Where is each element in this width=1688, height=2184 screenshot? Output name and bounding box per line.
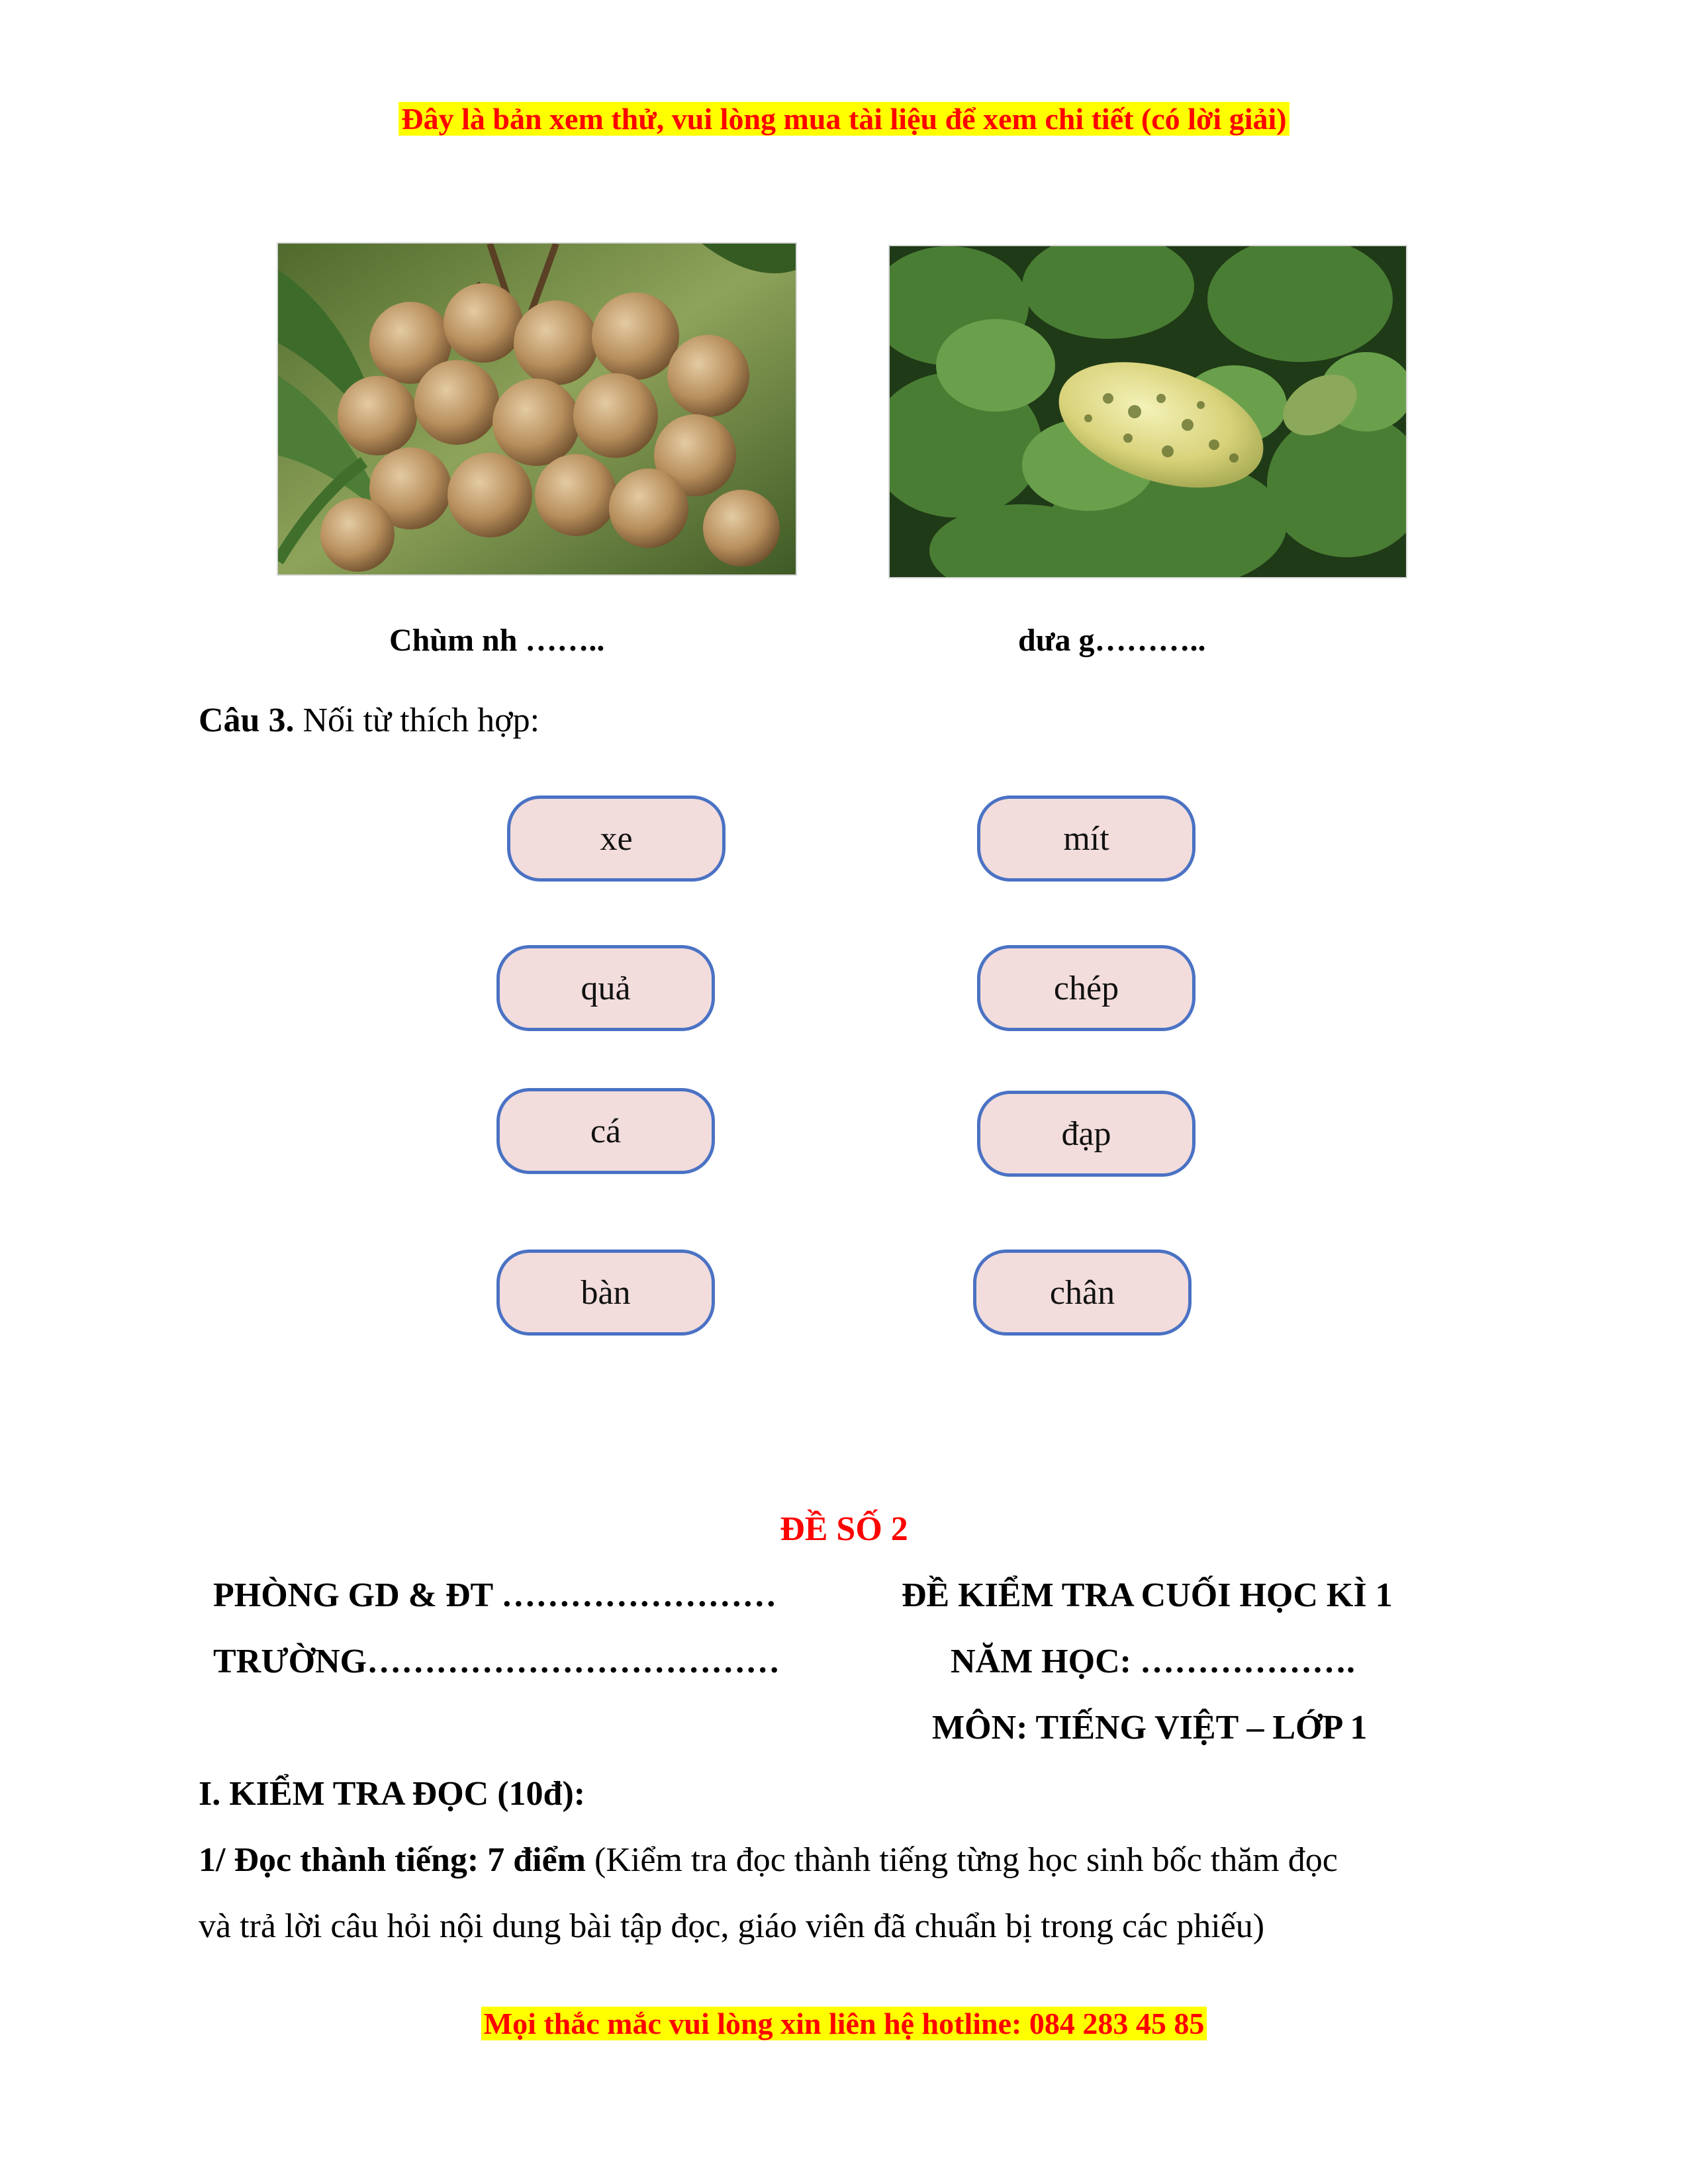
section-1-item-1-label: 1/ Đọc thành tiếng: 7 điểm <box>199 1841 586 1879</box>
preview-notice-banner <box>0 99 1688 139</box>
longan-illustration <box>278 244 796 574</box>
exam-number: ĐỀ SỐ 2 <box>780 1510 908 1548</box>
word-pill-left-3[interactable]: cá <box>496 1088 715 1174</box>
melon-illustration <box>890 246 1406 577</box>
section-1-item-1-text: (Kiểm tra đọc thành tiếng từng học sinh bốc thăm đọc <box>586 1841 1338 1879</box>
word-pill-left-1[interactable]: xe <box>507 796 726 882</box>
melon-image <box>888 245 1407 578</box>
section-1-title <box>199 1771 585 1817</box>
question-3-text: Nối từ thích hợp: <box>294 702 540 739</box>
word-pill-right-2[interactable]: chép <box>977 945 1196 1031</box>
section-1-item-1-continued: và trả lời câu hỏi nội dung bài tập đọc, giáo viên đã chuẩn bị trong các phiếu) <box>199 1907 1265 1945</box>
department-line: PHÒNG GD & ĐT …………………… <box>213 1576 777 1614</box>
word-pill-left-2[interactable]: quả <box>496 945 715 1031</box>
hotline-text: Mọi thắc mắc vui lòng xin liên hệ hotline: 084 283 45 85 <box>481 2007 1207 2040</box>
preview-notice-text: Đây là bản xem thử, vui lòng mua tài liệu để xem chi tiết (có lời giải) <box>399 102 1289 136</box>
word-pill-left-4[interactable]: bàn <box>496 1250 715 1336</box>
question-3 <box>199 698 539 744</box>
question-3-label: Câu 3. <box>199 702 295 739</box>
word-pill-right-1[interactable]: mít <box>977 796 1196 882</box>
section-1-item-1 <box>199 1837 1338 1884</box>
section-1-title-text: I. KIỂM TRA ĐỌC (10đ): <box>199 1775 586 1813</box>
melon-caption: dưa g……….. <box>1018 623 1206 658</box>
word-pill-right-4[interactable]: chân <box>973 1250 1192 1336</box>
longan-image <box>277 242 797 576</box>
hotline-banner <box>0 2004 1688 2044</box>
exam-title: ĐỀ KIỂM TRA CUỐI HỌC KÌ 1 <box>902 1576 1393 1614</box>
longan-caption: Chùm nh …….. <box>389 623 605 658</box>
school-line: TRƯỜNG……………………………… <box>213 1643 780 1680</box>
word-pill-right-3[interactable]: đạp <box>977 1091 1196 1177</box>
school-year: NĂM HỌC: ………………. <box>951 1643 1355 1680</box>
exam-subject: MÔN: TIẾNG VIỆT – LỚP 1 <box>932 1709 1368 1747</box>
